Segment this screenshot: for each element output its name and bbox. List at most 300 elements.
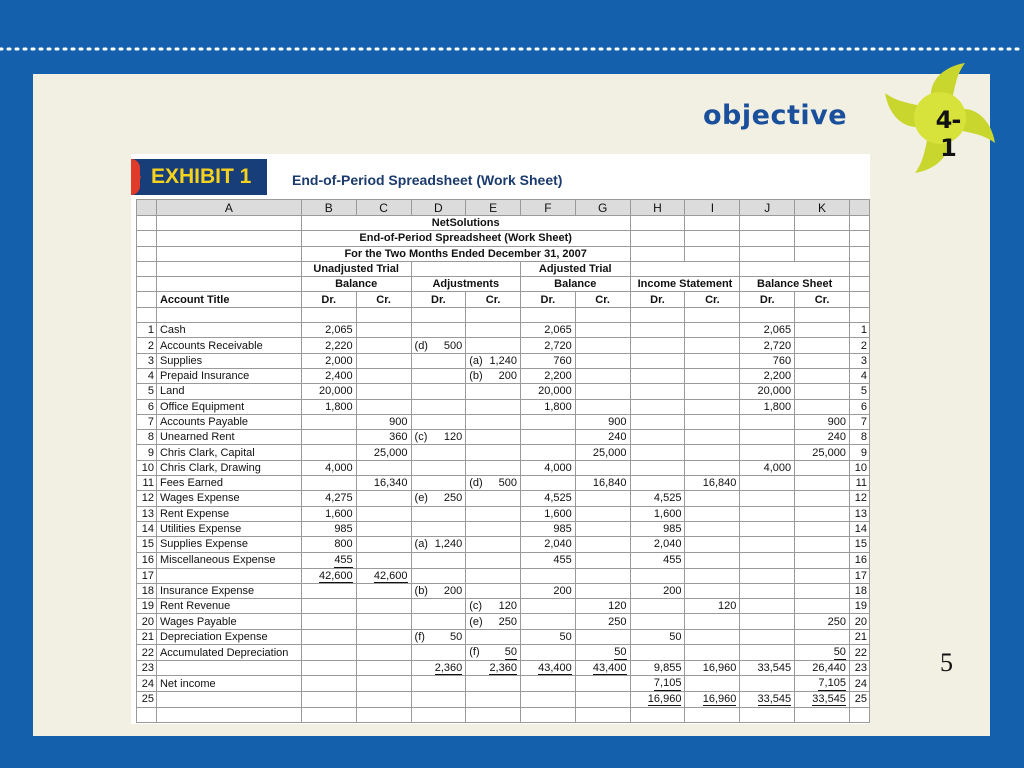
income-cr-cell bbox=[685, 552, 740, 568]
account-title-cell bbox=[156, 476, 301, 491]
income-cr-cell bbox=[685, 614, 740, 629]
spacer-row bbox=[137, 307, 870, 322]
income-dr-cell bbox=[630, 676, 685, 692]
account-title-cell bbox=[156, 661, 301, 676]
row-number-right-value: 6 bbox=[860, 400, 867, 413]
worksheet-table bbox=[136, 199, 870, 723]
row-number-right bbox=[849, 384, 869, 399]
row-number bbox=[137, 645, 157, 661]
balance-cr-cell-value: 25,000 bbox=[812, 446, 846, 459]
adjusted-cr-cell-value: 250 bbox=[608, 615, 627, 628]
spacer-row bbox=[137, 707, 870, 722]
adjusted-dr-cell bbox=[520, 353, 575, 368]
page-number: 5 bbox=[940, 648, 953, 677]
account-title-cell bbox=[156, 338, 301, 353]
unadjusted-cr-cell bbox=[356, 583, 411, 598]
cr-header: Cr. bbox=[685, 292, 740, 307]
account-title-cell-value: Wages Expense bbox=[159, 492, 240, 505]
balance-dr-cell-value: 20,000 bbox=[757, 385, 792, 398]
row-number-right bbox=[849, 323, 869, 338]
adjusted-cr-cell bbox=[575, 476, 630, 491]
adjustment-letter: (d) bbox=[469, 477, 483, 490]
row-number-value: 4 bbox=[147, 370, 154, 383]
unadjusted-cr-cell bbox=[356, 353, 411, 368]
cr-header: Cr. bbox=[466, 292, 521, 307]
income-cr-cell bbox=[685, 445, 740, 460]
income-dr-cell bbox=[630, 583, 685, 598]
adjustment-dr-cell bbox=[411, 368, 466, 383]
row-number bbox=[137, 353, 157, 368]
worksheet-row bbox=[137, 491, 870, 506]
account-title-cell bbox=[156, 445, 301, 460]
row-number bbox=[137, 399, 157, 414]
row-number-right bbox=[849, 460, 869, 475]
adjustment-value: 1,240 bbox=[434, 538, 463, 551]
row-number-right bbox=[849, 353, 869, 368]
row-number-right bbox=[849, 430, 869, 445]
income-cr-cell bbox=[685, 537, 740, 552]
objective-label: objective bbox=[703, 100, 848, 131]
balance-cr-cell bbox=[795, 537, 850, 552]
unadjusted-cr-cell bbox=[356, 338, 411, 353]
row-number bbox=[137, 384, 157, 399]
dr-header: Dr. bbox=[411, 292, 466, 307]
unadjusted-dr-cell bbox=[301, 568, 356, 583]
adjusted-cr-cell bbox=[575, 491, 630, 506]
row-number-right-value: 22 bbox=[854, 646, 867, 659]
adjusted-dr-cell-value: 760 bbox=[553, 354, 572, 367]
row-number bbox=[137, 430, 157, 445]
adjusted-cr-cell-value: 120 bbox=[608, 600, 627, 613]
balance-dr-cell-value: 760 bbox=[772, 354, 792, 367]
row-number-right bbox=[849, 583, 869, 598]
balance-cr-cell-value: 7,105 bbox=[818, 677, 846, 690]
adjusted-cr-cell bbox=[575, 521, 630, 536]
worksheet-row bbox=[137, 323, 870, 338]
row-number-right-value: 3 bbox=[860, 354, 867, 367]
row-number-right-value: 25 bbox=[854, 693, 867, 706]
adjustment-cr-cell bbox=[466, 676, 521, 692]
unadjusted-dr-cell bbox=[301, 430, 356, 445]
unadjusted-dr-cell-value: 800 bbox=[334, 538, 353, 551]
row-number-value: 20 bbox=[141, 615, 154, 628]
account-title-cell-value: Insurance Expense bbox=[159, 584, 255, 597]
adjustment-value: 120 bbox=[498, 600, 517, 613]
balance-cr-cell bbox=[795, 491, 850, 506]
unadjusted-dr-cell-value: 1,800 bbox=[325, 400, 353, 413]
row-number-right-value: 21 bbox=[854, 630, 867, 643]
unadjusted-dr-cell-value: 2,000 bbox=[325, 354, 353, 367]
balance-cr-cell-value: 50 bbox=[833, 646, 846, 659]
row-number-right-value: 12 bbox=[854, 492, 867, 505]
row-number bbox=[137, 368, 157, 383]
adjusted-dr-cell bbox=[520, 399, 575, 414]
unadjusted-dr-cell bbox=[301, 414, 356, 429]
balance-dr-cell bbox=[740, 676, 795, 692]
adjusted-cr-cell-value: 25,000 bbox=[592, 446, 627, 459]
unadjusted-dr-cell bbox=[301, 323, 356, 338]
unadjusted-dr-cell bbox=[301, 521, 356, 536]
account-title-cell-value: Accounts Payable bbox=[159, 416, 249, 428]
income-dr-cell bbox=[630, 661, 685, 676]
row-number-right-value: 20 bbox=[854, 615, 867, 628]
income-cr-cell bbox=[685, 476, 740, 491]
row-number bbox=[137, 676, 157, 692]
account-title-cell bbox=[156, 430, 301, 445]
unadjusted-cr-cell bbox=[356, 506, 411, 521]
adjustment-cr-cell bbox=[466, 430, 521, 445]
balance-dr-cell bbox=[740, 353, 795, 368]
account-title-cell bbox=[156, 323, 301, 338]
balance-dr-cell bbox=[740, 323, 795, 338]
header-row-heading bbox=[137, 231, 870, 246]
worksheet-row bbox=[137, 399, 870, 414]
balance-dr-cell bbox=[740, 445, 795, 460]
adjusted-dr-cell-value: 2,065 bbox=[544, 324, 572, 337]
adjustment-cr-cell bbox=[466, 552, 521, 568]
adjustment-dr-cell bbox=[411, 445, 466, 460]
balance-cr-cell bbox=[795, 552, 850, 568]
row-number-right-value: 19 bbox=[854, 600, 867, 613]
balance-dr-cell-value: 2,200 bbox=[763, 370, 792, 383]
balance-cr-cell bbox=[795, 568, 850, 583]
account-title-cell bbox=[156, 414, 301, 429]
adjustment-letter: (e) bbox=[414, 492, 428, 505]
adjustment-letter: (b) bbox=[469, 370, 483, 383]
adjusted-cr-cell bbox=[575, 384, 630, 399]
unadjusted-dr-cell bbox=[301, 460, 356, 475]
exhibit-title: End-of-Period Spreadsheet (Work Sheet) bbox=[292, 172, 563, 188]
objective-number: 4-1 bbox=[935, 106, 961, 162]
unadjusted-dr-cell bbox=[301, 491, 356, 506]
unadjusted-cr-cell bbox=[356, 645, 411, 661]
row-number-right-value: 1 bbox=[860, 324, 867, 337]
balance-cr-cell-value: 900 bbox=[827, 416, 846, 428]
adjusted-dr-cell-value: 43,400 bbox=[538, 662, 572, 676]
unadjusted-dr-cell-value: 2,065 bbox=[325, 324, 353, 337]
row-number bbox=[137, 521, 157, 536]
balance-cr-cell bbox=[795, 614, 850, 629]
worksheet-row bbox=[137, 476, 870, 491]
income-dr-cell bbox=[630, 506, 685, 521]
group-unadjusted-line1: Unadjusted Trial bbox=[301, 261, 411, 276]
income-cr-cell bbox=[685, 676, 740, 692]
adjustment-dr-cell bbox=[411, 552, 466, 568]
income-dr-cell bbox=[630, 537, 685, 552]
adjustment-cr-cell bbox=[466, 491, 521, 506]
unadjusted-cr-cell bbox=[356, 692, 411, 707]
group-adjusted-line2: Balance bbox=[520, 277, 630, 292]
worksheet-row bbox=[137, 445, 870, 460]
balance-cr-cell bbox=[795, 384, 850, 399]
balance-dr-cell-value: 2,720 bbox=[763, 339, 792, 352]
balance-cr-cell bbox=[795, 445, 850, 460]
balance-dr-cell bbox=[740, 583, 795, 598]
balance-dr-cell-value: 33,545 bbox=[758, 693, 792, 707]
adjusted-cr-cell bbox=[575, 399, 630, 414]
adjustment-letter: (a) bbox=[469, 354, 483, 367]
unadjusted-dr-cell-value: 2,400 bbox=[325, 370, 353, 383]
unadjusted-dr-cell bbox=[301, 676, 356, 692]
balance-dr-cell bbox=[740, 430, 795, 445]
row-number-right bbox=[849, 645, 869, 661]
adjustment-letter: (d) bbox=[414, 339, 428, 352]
row-number-value: 3 bbox=[147, 354, 154, 367]
row-number-right-value: 18 bbox=[854, 584, 867, 597]
adjusted-dr-cell-value: 1,600 bbox=[544, 507, 572, 520]
adjusted-cr-cell bbox=[575, 629, 630, 644]
adjusted-cr-cell bbox=[575, 692, 630, 707]
header-row-groups-2 bbox=[137, 277, 870, 292]
worksheet-row bbox=[137, 645, 870, 661]
account-title-cell-value: Office Equipment bbox=[159, 400, 245, 413]
account-title-cell-value: Cash bbox=[159, 324, 186, 337]
account-title-cell-value: Utilities Expense bbox=[159, 523, 242, 536]
account-title-cell-value: Accounts Receivable bbox=[159, 339, 263, 352]
adjustment-dr-cell bbox=[411, 338, 466, 353]
balance-dr-cell bbox=[740, 645, 795, 661]
row-number bbox=[137, 552, 157, 568]
row-number bbox=[137, 491, 157, 506]
balance-cr-cell bbox=[795, 323, 850, 338]
income-dr-cell bbox=[630, 384, 685, 399]
adjustment-cr-cell bbox=[466, 323, 521, 338]
account-title-cell-value: Wages Payable bbox=[159, 615, 237, 628]
income-dr-cell-value: 16,960 bbox=[648, 693, 682, 707]
dr-header: Dr. bbox=[520, 292, 575, 307]
adjustment-dr-cell bbox=[411, 692, 466, 707]
adjustment-cr-cell bbox=[466, 399, 521, 414]
col-letter-k: K bbox=[795, 200, 850, 216]
adjustment-dr-cell bbox=[411, 583, 466, 598]
unadjusted-cr-cell bbox=[356, 460, 411, 475]
account-title-cell bbox=[156, 552, 301, 568]
balance-dr-cell bbox=[740, 661, 795, 676]
income-cr-cell bbox=[685, 645, 740, 661]
adjusted-cr-cell-value: 16,840 bbox=[592, 477, 627, 490]
adjusted-dr-cell-value: 4,525 bbox=[544, 492, 572, 505]
adjusted-cr-cell bbox=[575, 460, 630, 475]
income-cr-cell bbox=[685, 506, 740, 521]
row-number-right-value: 4 bbox=[860, 370, 867, 383]
income-cr-cell bbox=[685, 568, 740, 583]
row-number-value: 14 bbox=[141, 523, 154, 536]
col-letter-g: G bbox=[575, 200, 630, 216]
adjusted-dr-cell bbox=[520, 537, 575, 552]
adjusted-cr-cell bbox=[575, 353, 630, 368]
account-title-cell bbox=[156, 599, 301, 614]
unadjusted-cr-cell bbox=[356, 414, 411, 429]
row-number-right bbox=[849, 445, 869, 460]
row-number bbox=[137, 614, 157, 629]
worksheet-row bbox=[137, 338, 870, 353]
balance-cr-cell-value: 26,440 bbox=[812, 662, 846, 675]
unadjusted-dr-cell-value: 985 bbox=[334, 523, 353, 536]
income-dr-cell-value: 4,525 bbox=[653, 492, 682, 505]
balance-cr-cell bbox=[795, 353, 850, 368]
unadjusted-dr-cell bbox=[301, 353, 356, 368]
row-number-right-value: 16 bbox=[854, 554, 867, 567]
sheet-period: For the Two Months Ended December 31, 2007 bbox=[301, 246, 630, 261]
row-number-right-value: 7 bbox=[860, 416, 867, 428]
adjustment-dr-cell bbox=[411, 629, 466, 644]
adjusted-dr-cell bbox=[520, 645, 575, 661]
col-letter-b: B bbox=[301, 200, 356, 216]
account-title-cell bbox=[156, 353, 301, 368]
balance-cr-cell bbox=[795, 599, 850, 614]
income-cr-cell bbox=[685, 661, 740, 676]
adjusted-dr-cell-value: 20,000 bbox=[538, 385, 572, 398]
row-number bbox=[137, 568, 157, 583]
worksheet-row bbox=[137, 692, 870, 707]
row-number-value: 25 bbox=[141, 693, 154, 706]
adjusted-cr-cell bbox=[575, 599, 630, 614]
unadjusted-dr-cell-value: 4,000 bbox=[325, 461, 353, 474]
balance-cr-cell bbox=[795, 460, 850, 475]
unadjusted-dr-cell bbox=[301, 552, 356, 568]
adjustment-value: 250 bbox=[443, 492, 463, 505]
header-row-company bbox=[137, 216, 870, 231]
worksheet-row bbox=[137, 368, 870, 383]
income-dr-cell-value: 985 bbox=[663, 523, 682, 536]
adjustment-value: 50 bbox=[450, 630, 463, 643]
adjustment-cr-cell bbox=[466, 521, 521, 536]
row-number-value: 19 bbox=[141, 600, 154, 613]
adjusted-cr-cell bbox=[575, 537, 630, 552]
col-letter-c: C bbox=[356, 200, 411, 216]
income-cr-cell bbox=[685, 692, 740, 707]
balance-cr-cell bbox=[795, 338, 850, 353]
row-number-right-value: 5 bbox=[860, 385, 867, 398]
row-number-value: 2 bbox=[147, 339, 154, 352]
balance-cr-cell-value: 240 bbox=[827, 431, 846, 444]
account-title-cell-value: Depreciation Expense bbox=[159, 630, 268, 643]
income-dr-cell bbox=[630, 629, 685, 644]
balance-dr-cell bbox=[740, 629, 795, 644]
unadjusted-cr-cell bbox=[356, 430, 411, 445]
adjustment-dr-cell bbox=[411, 353, 466, 368]
unadjusted-cr-cell bbox=[356, 445, 411, 460]
unadjusted-dr-cell bbox=[301, 368, 356, 383]
col-letter-a: A bbox=[156, 200, 301, 216]
unadjusted-dr-cell bbox=[301, 445, 356, 460]
balance-cr-cell bbox=[795, 414, 850, 429]
row-number-right bbox=[849, 338, 869, 353]
unadjusted-cr-cell-value: 900 bbox=[389, 416, 408, 428]
balance-dr-cell bbox=[740, 476, 795, 491]
col-letter-e: E bbox=[466, 200, 521, 216]
adjustment-cr-cell bbox=[466, 368, 521, 383]
balance-cr-cell bbox=[795, 476, 850, 491]
income-cr-cell bbox=[685, 353, 740, 368]
unadjusted-dr-cell-value: 1,600 bbox=[325, 507, 353, 520]
account-title-cell-value: Chris Clark, Drawing bbox=[159, 461, 261, 474]
account-title-cell bbox=[156, 537, 301, 552]
adjusted-cr-cell bbox=[575, 614, 630, 629]
right-gutter-cell bbox=[849, 200, 869, 216]
account-title-cell-value: Supplies Expense bbox=[159, 538, 249, 551]
balance-cr-cell bbox=[795, 521, 850, 536]
adjustment-cr-cell bbox=[466, 599, 521, 614]
col-letter-j: J bbox=[740, 200, 795, 216]
row-number-value: 5 bbox=[147, 385, 154, 398]
adjusted-cr-cell bbox=[575, 368, 630, 383]
balance-dr-cell-value: 4,000 bbox=[763, 461, 792, 474]
row-number bbox=[137, 599, 157, 614]
adjustment-cr-cell bbox=[466, 476, 521, 491]
exhibit-badge: EXHIBIT 1 bbox=[131, 159, 267, 195]
balance-dr-cell bbox=[740, 491, 795, 506]
row-number bbox=[137, 476, 157, 491]
row-number-value: 17 bbox=[141, 569, 154, 582]
income-cr-cell-value: 120 bbox=[718, 600, 737, 613]
group-adjusted-line1: Adjusted Trial bbox=[520, 261, 630, 276]
account-title-cell-value: Miscellaneous Expense bbox=[159, 554, 276, 567]
income-cr-cell bbox=[685, 460, 740, 475]
account-title-header: Account Title bbox=[156, 292, 301, 307]
income-dr-cell-value: 9,855 bbox=[653, 662, 682, 675]
row-number-right bbox=[849, 506, 869, 521]
adjustment-value: 500 bbox=[443, 339, 463, 352]
row-number-right-value: 23 bbox=[854, 662, 867, 675]
adjusted-dr-cell-value: 200 bbox=[553, 584, 572, 597]
row-number bbox=[137, 338, 157, 353]
row-number-value: 15 bbox=[141, 538, 154, 551]
row-number-value: 10 bbox=[141, 461, 154, 474]
row-number-value: 1 bbox=[147, 324, 154, 337]
balance-cr-cell bbox=[795, 583, 850, 598]
row-number-right bbox=[849, 552, 869, 568]
row-number-value: 22 bbox=[141, 646, 154, 659]
adjusted-dr-cell bbox=[520, 445, 575, 460]
adjustment-letter: (c) bbox=[469, 600, 483, 613]
unadjusted-cr-cell bbox=[356, 323, 411, 338]
income-dr-cell bbox=[630, 645, 685, 661]
adjustment-dr-cell bbox=[411, 430, 466, 445]
adjustment-value: 200 bbox=[443, 584, 463, 597]
adjustment-cr-cell bbox=[466, 629, 521, 644]
adjustment-letter: (f) bbox=[414, 630, 425, 643]
row-number bbox=[137, 537, 157, 552]
worksheet-row bbox=[137, 384, 870, 399]
col-letter-f: F bbox=[520, 200, 575, 216]
row-number-right-value: 13 bbox=[854, 507, 867, 520]
income-cr-cell bbox=[685, 521, 740, 536]
unadjusted-dr-cell bbox=[301, 661, 356, 676]
adjustment-value: 1,240 bbox=[489, 354, 517, 367]
adjusted-dr-cell bbox=[520, 430, 575, 445]
adjustment-dr-cell bbox=[411, 491, 466, 506]
unadjusted-cr-cell bbox=[356, 491, 411, 506]
income-dr-cell bbox=[630, 568, 685, 583]
balance-dr-cell bbox=[740, 506, 795, 521]
adjusted-dr-cell-value: 4,000 bbox=[544, 461, 572, 474]
row-number-right-value: 15 bbox=[854, 538, 867, 551]
row-number-value: 13 bbox=[141, 507, 154, 520]
unadjusted-cr-cell bbox=[356, 614, 411, 629]
adjusted-dr-cell-value: 455 bbox=[553, 554, 572, 567]
income-dr-cell bbox=[630, 476, 685, 491]
row-number-value: 23 bbox=[141, 662, 154, 675]
adjustment-value: 2,360 bbox=[435, 662, 463, 676]
adjusted-dr-cell bbox=[520, 384, 575, 399]
row-number-right bbox=[849, 399, 869, 414]
company-name: NetSolutions bbox=[301, 216, 630, 231]
adjusted-cr-cell bbox=[575, 552, 630, 568]
unadjusted-cr-cell bbox=[356, 568, 411, 583]
income-cr-cell bbox=[685, 491, 740, 506]
unadjusted-cr-cell bbox=[356, 521, 411, 536]
